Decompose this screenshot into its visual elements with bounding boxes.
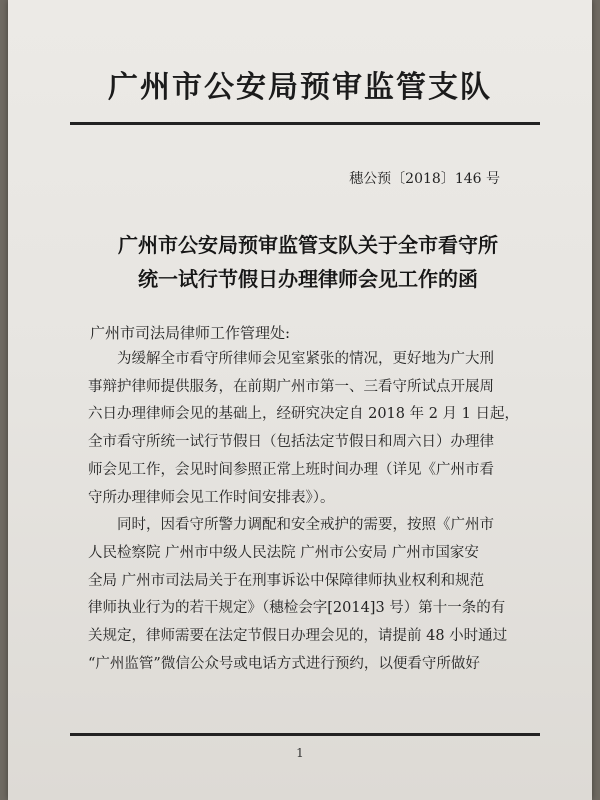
- body-line: 为缓解全市看守所律师会见室紧张的情况，更好地为广大刑: [88, 351, 494, 367]
- footer-rule: [70, 733, 540, 736]
- salutation: 广州市司法局律师工作管理处:: [90, 324, 291, 342]
- body-line: 事辩护律师提供服务，在前期广州市第一、三看守所试点开展周: [88, 378, 494, 395]
- body-line: 关规定，律师需要在法定节假日办理会见的，请提前 48 小时通过: [88, 628, 508, 645]
- body-line: 全局 广州市司法局关于在刑事诉讼中保障律师执业权利和规范: [88, 572, 485, 589]
- document-body: [88, 346, 534, 678]
- body-line: 六日办理律师会见的基础上，经研究决定自 2018 年 2 月 1 日起，: [88, 406, 520, 423]
- document-title: [68, 228, 548, 296]
- body-line: 律师执业行为的若干规定》（穗检会字[2014]3 号）第十一条的有: [88, 600, 506, 617]
- page-number: 1: [296, 746, 304, 760]
- document-number: 穗公预〔2018〕146 号: [349, 171, 500, 187]
- document-page: [8, 0, 592, 800]
- body-line: “广州监管”微信公众号或电话方式进行预约，以便看守所做好: [88, 655, 480, 672]
- document-title-line: 广州市公安局预审监管支队关于全市看守所: [118, 233, 498, 257]
- letterhead-rule: [70, 122, 540, 125]
- document-title-line: 统一试行节假日办理律师会见工作的函: [138, 267, 478, 291]
- body-line: 师会见工作，会见时间参照正常上班时间办理（详见《广州市看: [88, 461, 494, 478]
- body-line: 全市看守所统一试行节假日（包括法定节假日和周六日）办理律: [88, 434, 494, 451]
- letterhead-title: 广州市公安局预审监管支队: [108, 70, 492, 105]
- body-line: 人民检察院 广州市中级人民法院 广州市公安局 广州市国家安: [88, 544, 479, 561]
- body-line: 同时，因看守所警力调配和安全戒护的需要，按照《广州市: [88, 517, 494, 534]
- body-line: 守所办理律师会见工作时间安排表》）。: [88, 489, 335, 506]
